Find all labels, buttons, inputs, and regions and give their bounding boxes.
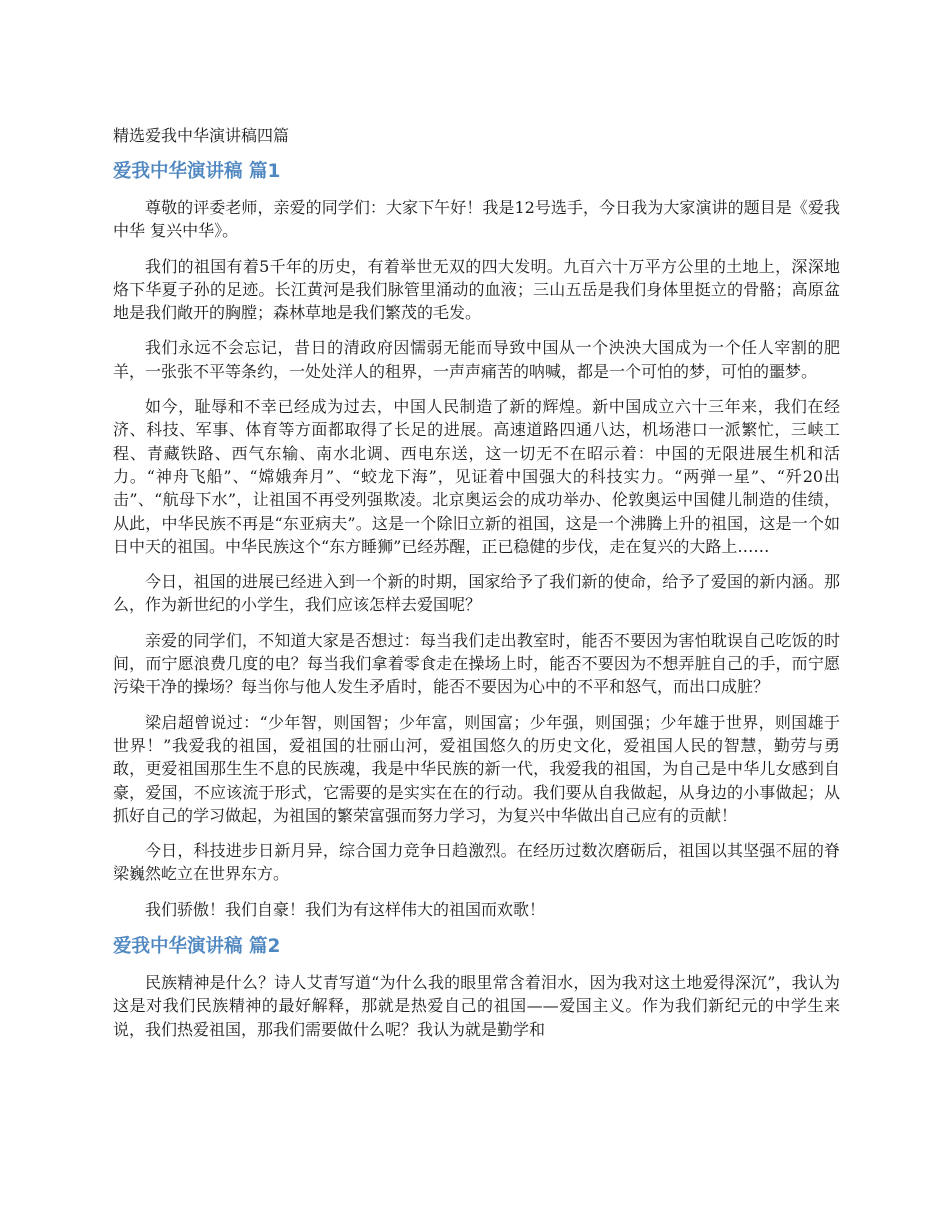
section-heading: 爱我中华演讲稿 篇1 (113, 161, 281, 182)
document-title: 精选爱我中华演讲稿四篇 (113, 126, 290, 145)
section-1 (113, 158, 840, 921)
section-heading: 爱我中华演讲稿 篇2 (113, 936, 281, 958)
document-page (113, 122, 840, 1053)
paragraph: 民族精神是什么？诗人艾青写道“为什么我的眼里常含着泪水，因为我对这土地爱得深沉”，我认为这是对我们民族精神的最好解释，那就是热爱自己的祖国——爱国主义。作为我们新纪元的中学生来说，我们热爱祖国，那我们需要做什么呢？我认为就是勤学和 (113, 973, 840, 1039)
paragraph: 亲爱的同学们，不知道大家是否想过：每当我们走出教室时，能否不要因为害怕耽误自己吃饭的时间，而宁愿浪费几度的电？每当我们拿着零食走在操场上时，能否不要因为不想弄脏自己的手，而宁愿污染干净的操场？每当你与他人发生矛盾时，能否不要因为心中的不平和怒气，而出口成脏？ (113, 630, 840, 697)
paragraph: 如今，耻辱和不幸已经成为过去，中国人民制造了新的辉煌。新中国成立六十三年来，我们在经济、科技、军事、体育等方面都取得了长足的进展。高速道路四通八达，机场港口一派繁忙，三峡工程、青藏铁路、西气东输、南水北调、西电东送，这一切无不在昭示着：中国的无限进展生机和活力。“神舟飞船”、“嫦娥奔月”、“蛟龙下海”，见证着中国强大的科技实力。“两弹一星”、“歼20出击”、“航母下水”，让祖国不再受列强欺凌。北京奥运会的成功举办、伦敦奥运中国健儿制造的佳绩，从此，中华民族不再是“东亚病夫”。这是一个除旧立新的祖国，这是一个沸腾上升的祖国，这是一个如日中天的祖国。中华民族这个“东方睡狮”已经苏醒，正已稳健的步伐，走在复兴的大路上…… (113, 397, 840, 556)
paragraph: 我们的祖国有着5千年的历史，有着举世无双的四大发明。九百六十万平方公里的土地上，深深地烙下华夏子孙的足迹。长江黄河是我们脉管里涌动的血液；三山五岳是我们身体里挺立的骨骼；高原盆地是我们敞开的胸膛；森林草地是我们繁茂的毛发。 (113, 256, 840, 323)
paragraph: 梁启超曾说过：“少年智，则国智；少年富，则国富；少年强，则国强；少年雄于世界，则国雄于世界！”我爱我的祖国，爱祖国的壮丽山河，爱祖国悠久的历史文化，爱祖国人民的智慧，勤劳与勇敢，更爱祖国那生生不息的民族魂，我是中华民族的新一代，我爱我的祖国，为自己是中华儿女感到自豪，爱国，不应该流于形式，它需要的是实实在在的行动。我们要从自我做起，从身边的小事做起；从抓好自己的学习做起，为祖国的繁荣富强而努力学习，为复兴中华做出自己应有的贡献！ (113, 712, 840, 825)
paragraph: 我们永远不会忘记，昔日的清政府因懦弱无能而导致中国从一个泱泱大国成为一个任人宰割的肥羊，一张张不平等条约，一处处洋人的租界，一声声痛苦的呐喊，都是一个可怕的梦，可怕的噩梦。 (113, 338, 840, 381)
paragraph: 今日，祖国的进展已经进入到一个新的时期，国家给予了我们新的使命，给予了爱国的新内涵。那么，作为新世纪的小学生，我们应该怎样去爱国呢？ (113, 572, 840, 615)
section-2 (113, 933, 840, 1041)
paragraph: 尊敬的评委老师，亲爱的同学们：大家下午好！我是12号选手，今日我为大家演讲的题目是《爱我中华 复兴中华》。 (113, 198, 840, 241)
paragraph: 我们骄傲！我们自豪！我们为有这样伟大的祖国而欢歌！ (145, 899, 546, 919)
paragraph: 今日，科技进步日新月异，综合国力竞争日趋激烈。在经历过数次磨砺后，祖国以其坚强不屈的脊梁巍然屹立在世界东方。 (113, 841, 840, 884)
